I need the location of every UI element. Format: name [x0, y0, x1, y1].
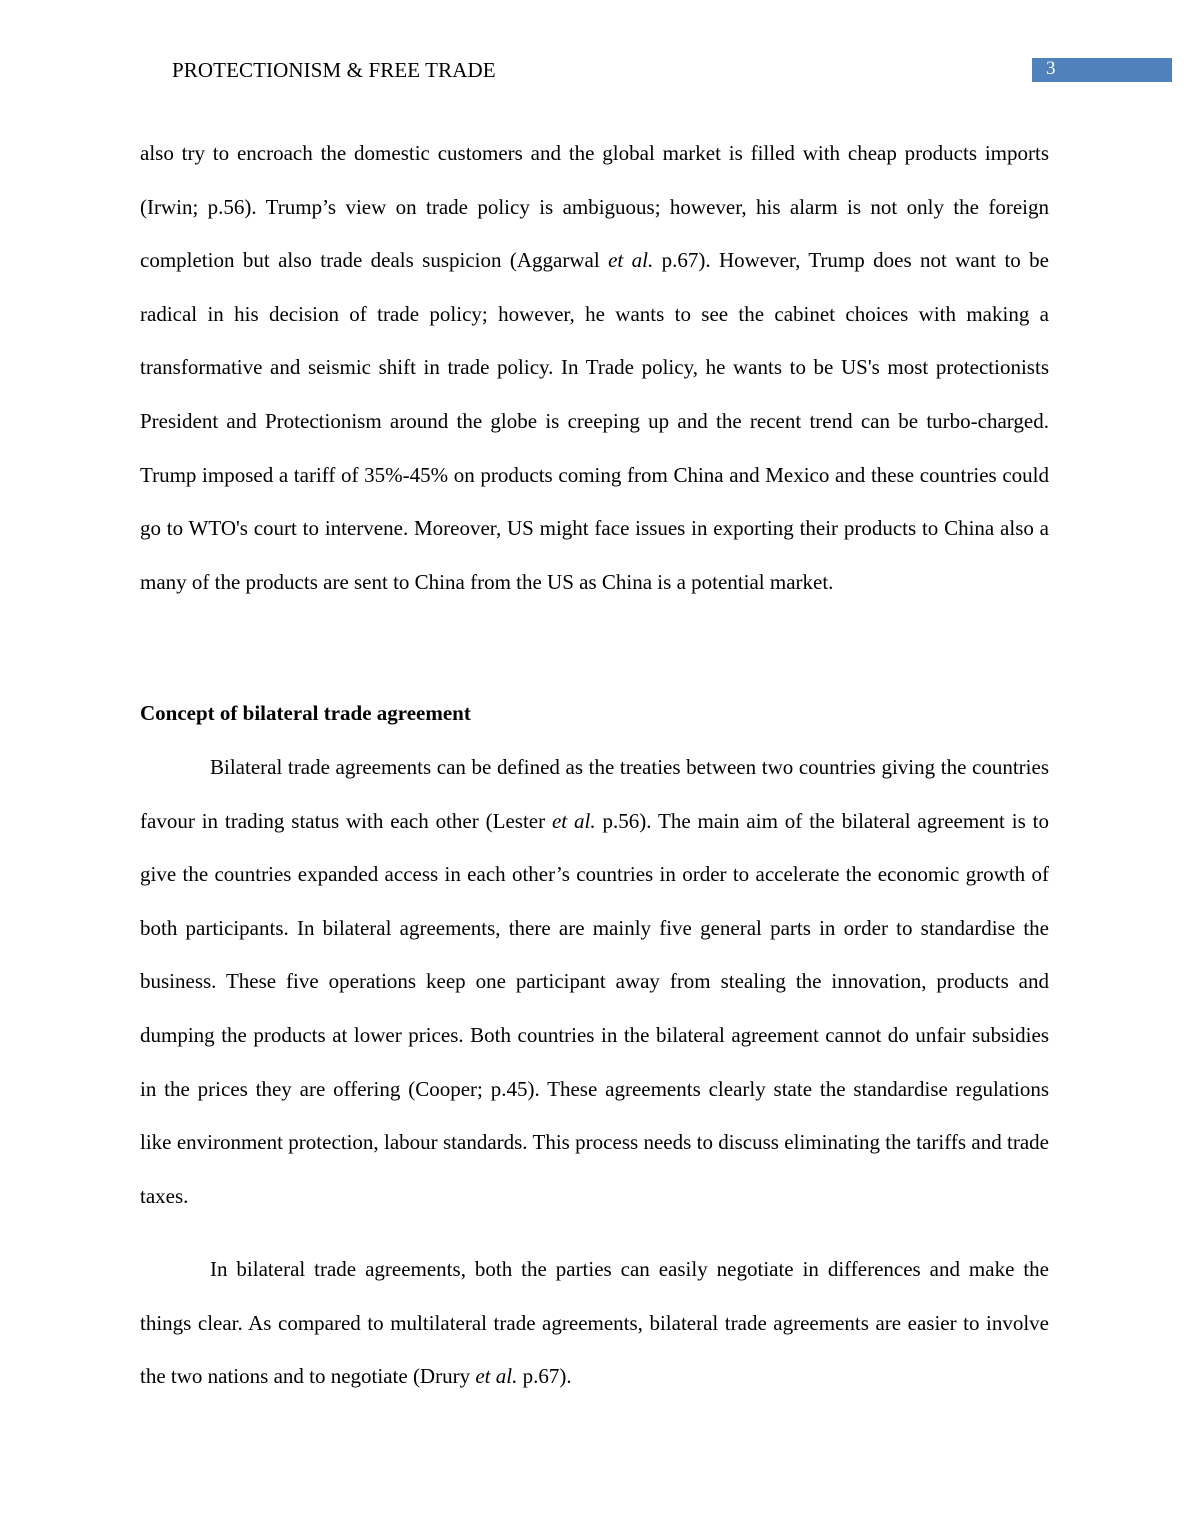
paragraph-1 — [140, 127, 1049, 609]
paragraph-1-text-b: p.67). However, Trump does not want to be radical in his decision of trade policy; however, he wants to see the cabinet choices with making a transformative and seismic shift in trade policy. In Trade policy, he wants to be US's most protectionists President and Protectionism around the globe is creeping up and the recent trend can be turbo-charged. Trump imposed a tariff of 35%-45% on products coming from China and Mexico and these countries could go to WTO's court to intervene. Moreover, US might face issues in exporting their products to China also a many of the products are sent to China from the US as China is a potential market. — [140, 248, 1049, 594]
paragraph-3-text-a: In bilateral trade agreements, both the parties can easily negotiate in differences and make the things clear. As compared to multilateral trade agreements, bilateral trade agreements are easier to involve the two nations and to negotiate (Drury — [140, 1257, 1049, 1389]
page-number-box — [1032, 58, 1172, 82]
section-heading: Concept of bilateral trade agreement — [140, 701, 471, 725]
running-head: PROTECTIONISM & FREE TRADE — [172, 58, 496, 82]
paragraph-3 — [140, 1243, 1049, 1404]
page-number: 3 — [1046, 58, 1056, 79]
paragraph-1-text-a: also try to encroach the domestic customers and the global market is filled with cheap products imports (Irwin; p.56). Trump’s view on trade policy is ambiguous; however, his alarm is not only the foreign completion but also trade deals suspicion (Aggarwal — [140, 141, 1049, 273]
paragraph-3-italic-citation: et al. — [475, 1364, 518, 1389]
paragraph-2-italic-citation: et al. — [551, 808, 596, 833]
paragraph-1-italic-citation: et al. — [608, 248, 654, 273]
paragraph-3-text-b: p.67). — [517, 1364, 572, 1389]
paragraph-2 — [140, 741, 1049, 1223]
paragraph-2-text-a: Bilateral trade agreements can be defined as the treaties between two countries giving the countries favour in trading status with each other (Lester — [140, 755, 1049, 833]
paragraph-2-text-b: p.56). The main aim of the bilateral agreement is to give the countries expanded access in each other’s countries in order to accelerate the economic growth of both participants. In bilateral agreements, there are mainly five general parts in order to standardise the business. These five operations keep one participant away from stealing the innovation, products and dumping the products at lower prices. Both countries in the bilateral agreement cannot do unfair subsidies in the prices they are offering (Cooper; p.45). These agreements clearly state the standardise regulations like environment protection, labour standards. This process needs to discuss eliminating the tariffs and trade taxes. — [140, 808, 1049, 1208]
